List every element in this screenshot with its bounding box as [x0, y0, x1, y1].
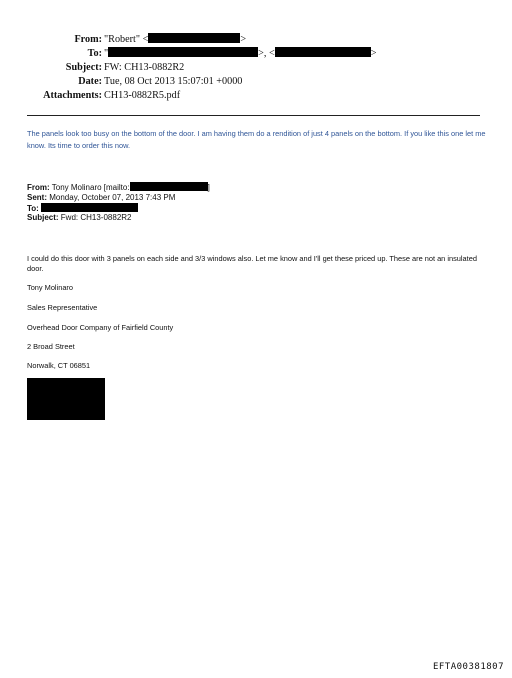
- redaction-box: [130, 182, 208, 191]
- from-value: "Robert" < >: [104, 34, 247, 45]
- signature-company: Overhead Door Company of Fairfield County: [27, 323, 174, 332]
- redaction-box: [41, 203, 138, 212]
- from-label: From:: [74, 34, 102, 45]
- attachments-label: Attachments:: [43, 90, 102, 101]
- attachments-value: CH13-0882R5.pdf: [104, 90, 181, 101]
- signature-street: 2 Broad Street: [27, 342, 75, 351]
- forwarded-sent: Sent: Monday, October 07, 2013 7:43 PM: [27, 193, 176, 202]
- signature-title: Sales Representative: [27, 303, 98, 312]
- email-header: [0, 33, 512, 102]
- forwarded-subject: Subject: Fwd: CH13-0882R2: [27, 213, 132, 222]
- redaction-block: [27, 378, 105, 420]
- header-divider: [27, 115, 480, 116]
- date-label: Date:: [78, 76, 102, 87]
- subject-label: Subject:: [65, 62, 102, 73]
- redaction-box: [108, 47, 258, 57]
- subject-value: FW: CH13-0882R2: [104, 62, 185, 73]
- date-value: Tue, 08 Oct 2013 15:07:01 +0000: [104, 76, 243, 87]
- to-label: To:: [87, 48, 102, 59]
- signature-city: Norwalk, CT 06851: [27, 361, 91, 370]
- forwarded-from: From: Tony Molinaro [mailto: ]: [27, 183, 210, 192]
- forwarded-to: To:: [27, 203, 138, 215]
- forwarded-body: I could do this door with 3 panels on each side and 3/3 windows also. Let me know and I'll get these priced up. These are not an insulated door.: [27, 254, 477, 273]
- to-value: " >, < >: [104, 48, 377, 59]
- redaction-box: [148, 33, 240, 43]
- signature-name: Tony Molinaro: [27, 283, 74, 292]
- reply-message: The panels look too busy on the bottom of the door. I am having them do a rendition of just 4 panels on the bottom. If you like this one let me know. Its time to order this now.: [27, 129, 486, 150]
- bates-number: EFTA00381807: [432, 662, 504, 672]
- redaction-box: [275, 47, 371, 57]
